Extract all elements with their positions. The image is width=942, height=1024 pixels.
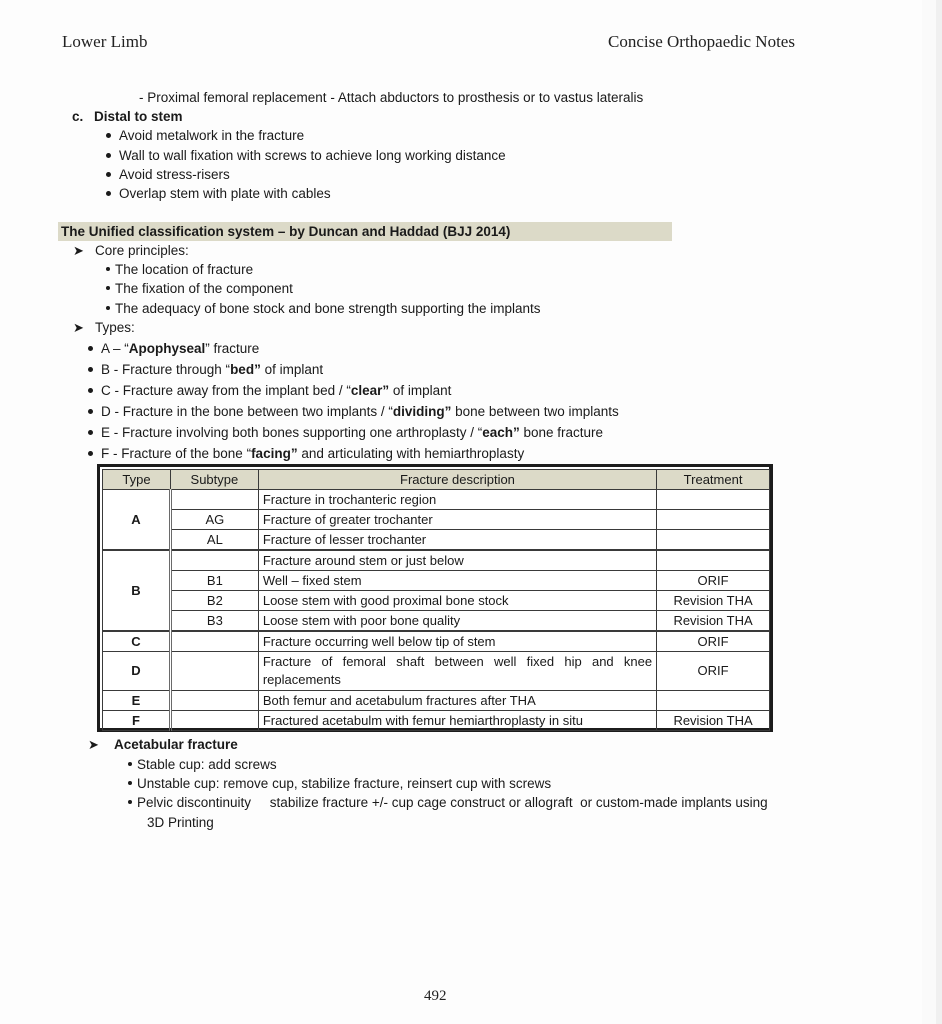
cell-treatment: ORIF: [657, 571, 770, 591]
bullet-icon: [106, 306, 110, 310]
cell-subtype: B2: [170, 591, 258, 611]
cell-description: Fracture in trochanteric region: [258, 490, 656, 510]
cell-type: F: [103, 711, 171, 731]
bullet-icon: [106, 191, 111, 196]
bullet-icon: [88, 346, 93, 351]
list-item-continuation: 3D Printing: [147, 815, 214, 830]
type-item: D - Fracture in the bone between two implants / “dividing” bone between two implants: [88, 403, 619, 421]
cell-description: Fracture occurring well below tip of stem: [258, 631, 656, 652]
cell-treatment: ORIF: [657, 652, 770, 691]
list-item: Unstable cup: remove cup, stabilize fracture, reinsert cup with screws: [128, 775, 551, 793]
running-header-left: Lower Limb: [62, 32, 148, 51]
cell-treatment: [657, 691, 770, 711]
cell-description: Both femur and acetabulum fractures after THA: [258, 691, 656, 711]
table-row: [103, 490, 770, 510]
cell-description: Loose stem with good proximal bone stock: [258, 591, 656, 611]
header-subtype: Subtype: [170, 470, 258, 490]
bullet-icon: [88, 409, 93, 414]
cell-subtype: [170, 550, 258, 571]
bullet-icon: [128, 781, 132, 785]
list-item: The location of fracture: [106, 261, 253, 279]
type-item: E - Fracture involving both bones supporting one arthroplasty / “each” bone fracture: [88, 424, 603, 442]
bullet-icon: [88, 451, 93, 456]
table-row: [103, 530, 770, 551]
arrow-bullet-icon: ➤: [88, 737, 99, 752]
cell-treatment: Revision THA: [657, 711, 770, 731]
scrollbar[interactable]: [936, 0, 942, 1024]
cell-subtype: [170, 711, 258, 731]
list-item: Avoid stress-risers: [106, 166, 230, 184]
cell-description: Fractured acetabulm with femur hemiarthroplasty in situ: [258, 711, 656, 731]
table-header-row: [103, 470, 770, 490]
list-item: Wall to wall fixation with screws to achieve long working distance: [106, 147, 506, 165]
arrow-bullet-icon: ➤: [73, 243, 84, 258]
header-treatment: Treatment: [657, 470, 770, 490]
table-row: [103, 550, 770, 571]
arrow-bullet-icon: ➤: [73, 320, 84, 335]
acetabular-heading: ➤ Acetabular fracture: [88, 737, 238, 752]
cell-subtype: [170, 652, 258, 691]
list-item: Overlap stem with plate with cables: [106, 185, 331, 203]
bullet-icon: [106, 286, 110, 290]
cell-subtype: B1: [170, 571, 258, 591]
type-item: A – “Apophyseal” fracture: [88, 340, 259, 358]
cell-description: Fracture of femoral shaft between well fixed hip and knee replacements: [258, 652, 656, 691]
page-number: 492: [424, 988, 447, 1004]
table-row: [103, 652, 770, 691]
subsection-label: c.: [72, 109, 84, 124]
bullet-icon: [128, 800, 132, 804]
bullet-icon: [128, 762, 132, 766]
cell-treatment: Revision THA: [657, 611, 770, 632]
list-item: The adequacy of bone stock and bone strength supporting the implants: [106, 300, 541, 318]
header-description: Fracture description: [258, 470, 656, 490]
cell-description: Loose stem with poor bone quality: [258, 611, 656, 632]
section-heading: The Unified classification system – by Duncan and Haddad (BJJ 2014): [61, 224, 511, 239]
cell-description: Fracture of greater trochanter: [258, 510, 656, 530]
running-header-right: Concise Orthopaedic Notes: [608, 32, 795, 51]
cell-treatment: [657, 490, 770, 510]
cell-treatment: [657, 510, 770, 530]
list-item: Avoid metalwork in the fracture: [106, 127, 304, 145]
cell-treatment: [657, 530, 770, 551]
type-item: C - Fracture away from the implant bed / “clear” of implant: [88, 382, 451, 400]
bullet-icon: [88, 367, 93, 372]
dash-item: - Proximal femoral replacement - Attach abductors to prosthesis or to vastus lateralis: [139, 90, 644, 105]
bullet-icon: [106, 172, 111, 177]
viewer-margin: [922, 0, 936, 1024]
cell-treatment: ORIF: [657, 631, 770, 652]
table-row: [103, 510, 770, 530]
list-item: Pelvic discontinuity stabilize fracture +/- cup cage construct or allograft or custom-made implants using: [128, 794, 768, 812]
cell-treatment: [657, 550, 770, 571]
table-row: [103, 591, 770, 611]
list-item: The fixation of the component: [106, 280, 293, 298]
cell-subtype: [170, 490, 258, 510]
cell-subtype: AG: [170, 510, 258, 530]
table-row: [103, 711, 770, 731]
cell-treatment: Revision THA: [657, 591, 770, 611]
types-label: ➤ Types:: [73, 320, 135, 335]
cell-description: Fracture around stem or just below: [258, 550, 656, 571]
cell-subtype: [170, 691, 258, 711]
list-item: Stable cup: add screws: [128, 756, 277, 774]
table-row: [103, 571, 770, 591]
table-row: [103, 691, 770, 711]
bullet-icon: [106, 133, 111, 138]
cell-description: Fracture of lesser trochanter: [258, 530, 656, 551]
cell-type: D: [103, 652, 171, 691]
header-type: Type: [103, 470, 171, 490]
cell-subtype: [170, 631, 258, 652]
cell-type: C: [103, 631, 171, 652]
cell-description: Well – fixed stem: [258, 571, 656, 591]
cell-type: B: [103, 550, 171, 631]
bullet-icon: [88, 388, 93, 393]
bullet-icon: [88, 430, 93, 435]
type-item: B - Fracture through “bed” of implant: [88, 361, 323, 379]
table-row: [103, 611, 770, 632]
core-principles-label: ➤ Core principles:: [73, 243, 189, 258]
bullet-icon: [106, 267, 110, 271]
cell-type: A: [103, 490, 171, 551]
cell-subtype: AL: [170, 530, 258, 551]
cell-subtype: B3: [170, 611, 258, 632]
type-item: F - Fracture of the bone “facing” and articulating with hemiarthroplasty: [88, 445, 524, 463]
bullet-icon: [106, 153, 111, 158]
cell-type: E: [103, 691, 171, 711]
table-row: [103, 631, 770, 652]
classification-table: [102, 469, 770, 731]
subsection-title: Distal to stem: [94, 109, 183, 124]
